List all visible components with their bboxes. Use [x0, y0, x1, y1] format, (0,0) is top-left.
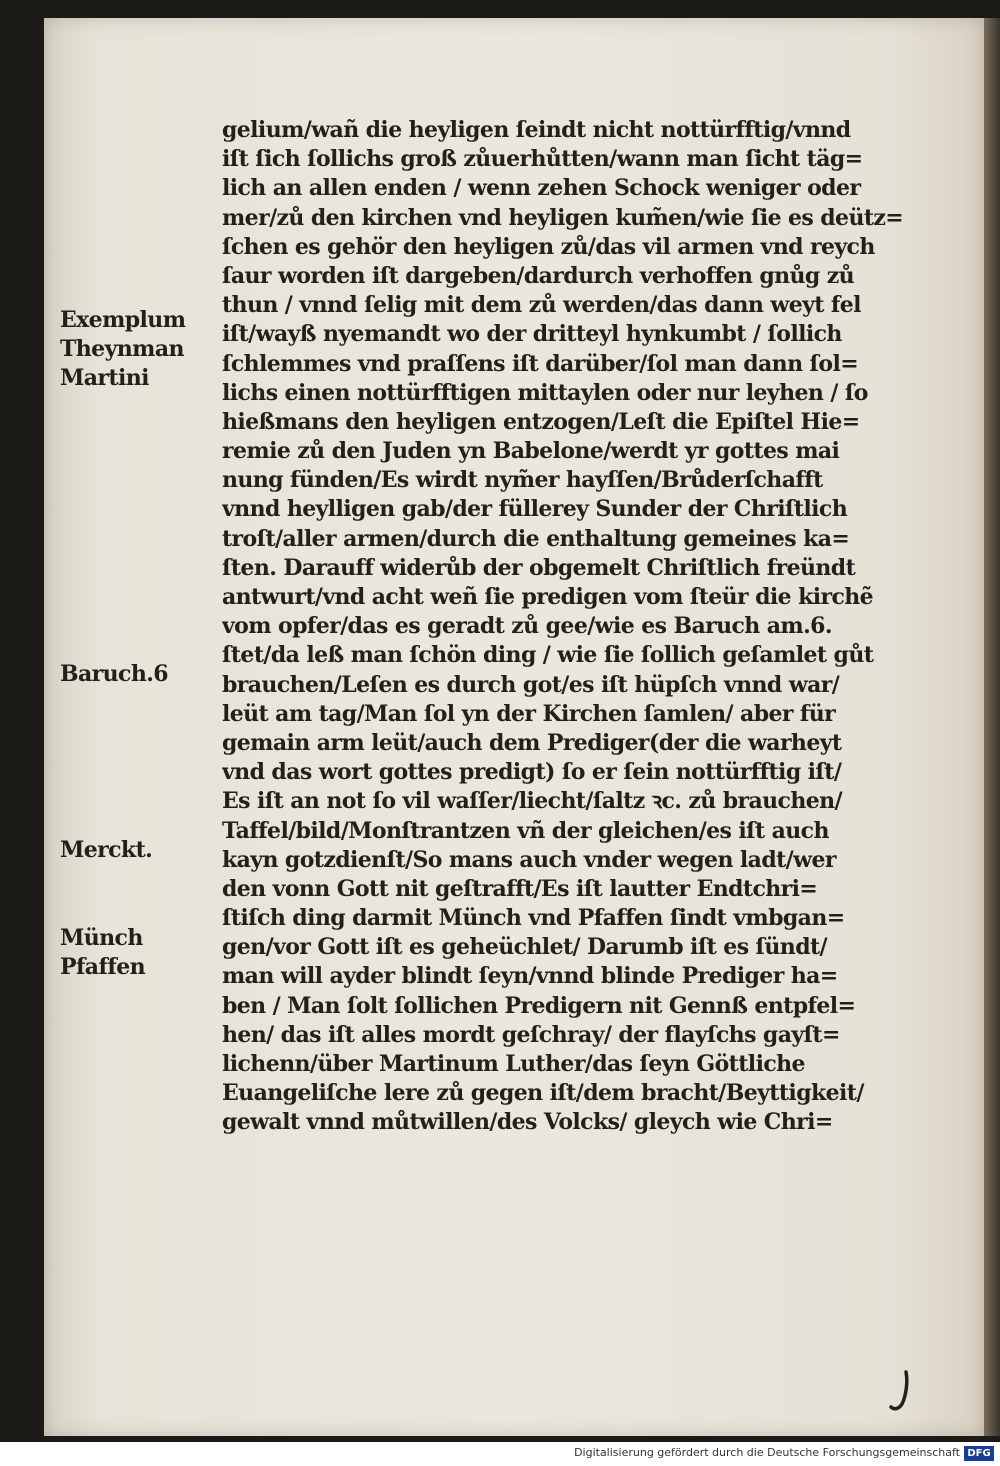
- text-line: Euangeliſche lere zů gegen iſt/dem bracht/Beyttigkeit/: [222, 1080, 864, 1107]
- text-line: lichs einen nottürfftigen mittaylen oder nur leyhen / ſo: [222, 379, 868, 406]
- text-line: mer/zů den kirchen vnd heyligen kum̃en/wie ſie es deütz=: [222, 204, 904, 231]
- text-line: ſtet/da leß man ſchön ding / wie ſie ſollich geſamlet gůt: [222, 642, 874, 669]
- marginal-note-muench: [60, 924, 145, 982]
- text-line: ben / Man ſolt ſollichen Predigern nit Gennß entpfel=: [222, 992, 856, 1019]
- text-line: vom opfer/das es geradt zů gee/wie es Baruch am.6.: [222, 613, 832, 640]
- text-line: ſchen es gehör den heyligen zů/das vil armen vnd reych: [222, 233, 875, 260]
- text-line: Taffel/bild/Monſtrantzen vñ der gleichen/es iſt auch: [222, 817, 829, 844]
- footer-credit: Digitalisierung gefördert durch die Deutsche Forschungsgemeinschaft: [574, 1446, 960, 1459]
- text-line: nung fünden/Es wirdt nym̃er hayſſen/Brůderſchafft: [222, 467, 823, 494]
- text-line: man will ayder blindt ſeyn/vnnd blinde Prediger ha=: [222, 963, 838, 990]
- text-line: ſtiſch ding darmit Münch vnd Pfaffen ſindt vmbgan=: [222, 905, 845, 932]
- text-line: gen/vor Gott iſt es geheüchlet/ Darumb iſt es ſündt/: [222, 934, 827, 961]
- text-line: ſten. Darauff widerůb der obgemelt Chriſtlich freündt: [222, 554, 856, 581]
- main-text-block: [222, 116, 912, 1138]
- marginal-note-exemplum: [60, 306, 185, 393]
- marginal-line: Theynman: [60, 336, 184, 362]
- text-line: lich an allen enden / wenn zehen Schock weniger oder: [222, 175, 861, 202]
- text-line: lichenn/über Martinum Luther/das ſeyn Göttliche: [222, 1051, 805, 1077]
- text-line: vnd das wort gottes predigt) ſo er ſein nottürfftig iſt/: [222, 759, 842, 786]
- marginal-line: Exemplum: [60, 307, 186, 333]
- text-line: gemain arm leüt/auch dem Prediger(der die warheyt: [222, 729, 842, 756]
- marginal-line: Merckt.: [60, 837, 153, 863]
- text-line: gewalt vnnd můtwillen/des Volcks/ gleych wie Chri=: [222, 1109, 833, 1136]
- text-line: thun / vnnd ſelig mit dem zů werden/das dann weyt fel: [222, 292, 861, 319]
- marginal-note-merckt: [60, 836, 152, 865]
- dfg-logo-icon: DFG: [964, 1446, 994, 1461]
- marginal-line: Baruch.6: [60, 661, 168, 687]
- text-line: leüt am tag/Man ſol yn der Kirchen ſamlen/ aber für: [222, 700, 836, 727]
- page-edge: [984, 18, 1000, 1436]
- text-line: ſaur worden iſt dargeben/dardurch verhoffen gnůg zů: [222, 262, 855, 289]
- text-line: kayn gotzdienſt/So mans auch vnder wegen ladt/wer: [222, 846, 836, 873]
- text-line: gelium/wañ die heyligen ſeindt nicht nottürfftig/vnnd: [222, 117, 851, 143]
- marginal-line: Pfaffen: [60, 954, 145, 980]
- catchword-mark: [888, 1368, 914, 1414]
- marginal-note-baruch: [60, 660, 168, 689]
- text-line: Es iſt an not ſo vil waſſer/liecht/ſaltz ꝛc. zů brauchen/: [222, 788, 842, 815]
- footer-bar: [0, 1442, 1000, 1466]
- text-line: ſchlemmes vnd praſſens iſt darüber/ſol man dann ſol=: [222, 350, 859, 377]
- text-line: iſt/wayß nyemandt wo der dritteyl hynkumbt / ſollich: [222, 321, 842, 348]
- text-line: vnnd heylligen gab/der füllerey Sunder der Chriſtlich: [222, 496, 848, 523]
- text-line: iſt ſich ſollichs groß zůuerhůtten/wann man ſicht täg=: [222, 146, 863, 173]
- marginal-line: Martini: [60, 365, 149, 391]
- text-line: hen/ das iſt alles mordt geſchray/ der flayſchs gayſt=: [222, 1021, 840, 1048]
- text-line: remie zů den Juden yn Babelone/werdt yr gottes mai: [222, 438, 840, 465]
- text-line: hießmans den heyligen entzogen/Leſt die Epiſtel Hie=: [222, 408, 860, 435]
- text-line: antwurt/vnd acht weñ ſie predigen vom ſteür die kirchẽ: [222, 584, 874, 610]
- marginal-line: Münch: [60, 925, 143, 951]
- text-line: den vonn Gott nit geſtrafft/Es iſt lautter Endtchri=: [222, 875, 818, 902]
- text-line: troſt/aller armen/durch die enthaltung gemeines ka=: [222, 525, 850, 552]
- text-line: brauchen/Leſen es durch got/es iſt hüpſch vnnd war/: [222, 671, 840, 698]
